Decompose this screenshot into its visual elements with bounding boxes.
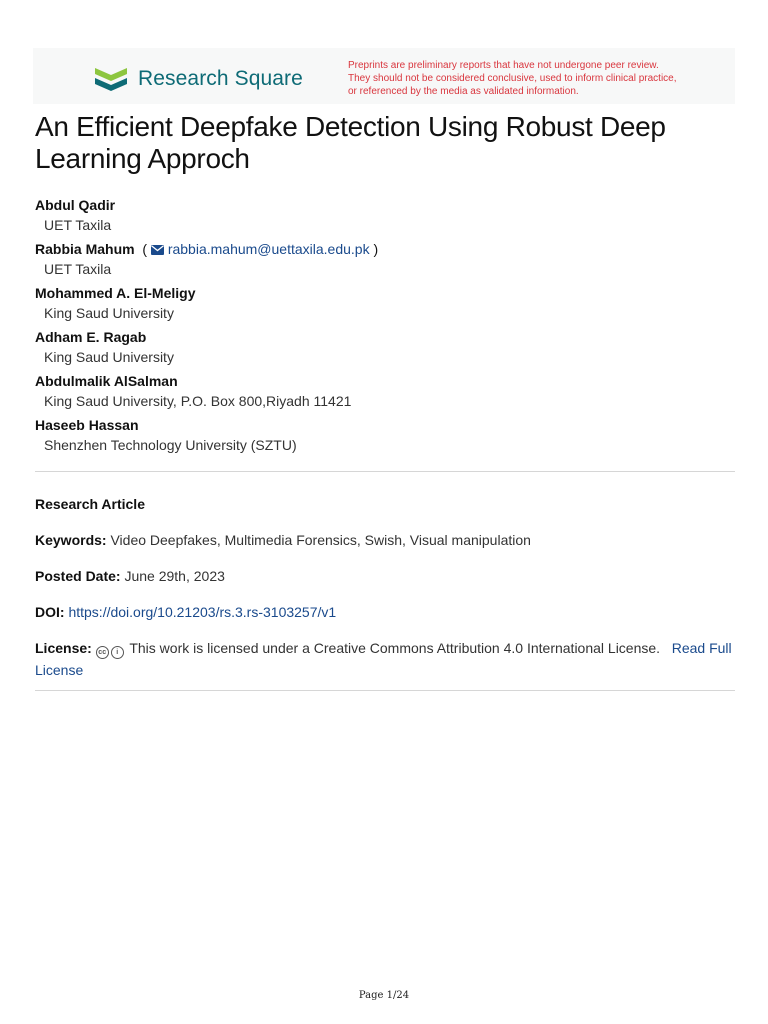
- author-name: Abdul Qadir: [35, 197, 116, 213]
- author-affiliation: Shenzhen Technology University (SZTU): [44, 437, 297, 453]
- disclaimer-line: Preprints are preliminary reports that have not undergone peer review.: [348, 60, 659, 71]
- author-entry: [35, 195, 735, 235]
- page-number: Page 1/24: [358, 990, 410, 1001]
- posted-date-row: [35, 565, 735, 587]
- author-name-row: [35, 239, 735, 259]
- keywords-value: Video Deepfakes, Multimedia Forensics, Swish, Visual manipulation: [110, 532, 531, 548]
- keywords-label: Keywords:: [35, 532, 107, 548]
- read-full-license-link[interactable]: Read Full License: [35, 640, 732, 678]
- section-divider: [35, 471, 735, 472]
- paper-title: An Efficient Deepfake Detection Using Robust Deep Learning Approch: [35, 111, 666, 174]
- research-square-logo[interactable]: [93, 63, 303, 95]
- preprint-disclaimer: [348, 59, 728, 98]
- author-affiliation: UET Taxila: [44, 217, 112, 233]
- doi-label: DOI:: [35, 604, 65, 620]
- author-email-wrapper: ( rabbia.mahum@uettaxila.edu.pk ): [138, 241, 379, 257]
- author-affiliation: King Saud University: [44, 305, 174, 321]
- license-row: [35, 637, 735, 681]
- keywords-row: [35, 529, 735, 551]
- author-affiliation: UET Taxila: [44, 261, 112, 277]
- author-affiliation: King Saud University: [44, 349, 174, 365]
- author-entry: [35, 371, 735, 411]
- author-name: Abdulmalik AlSalman: [35, 373, 178, 389]
- posted-date-value: June 29th, 2023: [124, 568, 225, 584]
- doi-link[interactable]: https://doi.org/10.21203/rs.3.rs-3103257/v1: [68, 604, 337, 620]
- author-entry: [35, 239, 735, 279]
- author-entry: [35, 327, 735, 367]
- disclaimer-line: They should not be considered conclusive, used to inform clinical practice,: [348, 73, 677, 84]
- author-name: Mohammed A. El-Meligy: [35, 285, 196, 301]
- author-name: Adham E. Ragab: [35, 329, 147, 345]
- author-affiliation: King Saud University, P.O. Box 800,Riyadh 11421: [44, 393, 352, 409]
- article-type: [35, 493, 735, 515]
- author-list: [35, 195, 735, 459]
- posted-date-label: Posted Date:: [35, 568, 121, 584]
- research-square-logo-icon: [93, 64, 129, 94]
- author-name: Rabbia Mahum: [35, 241, 135, 257]
- disclaimer-line: or referenced by the media as validated information.: [348, 86, 579, 97]
- author-email-link[interactable]: rabbia.mahum@uettaxila.edu.pk: [167, 241, 370, 257]
- license-label: License:: [35, 640, 92, 656]
- logo-text: Research Square: [138, 67, 303, 90]
- author-entry: [35, 415, 735, 455]
- author-name: Haseeb Hassan: [35, 417, 139, 433]
- doi-row: [35, 601, 735, 623]
- section-divider: [35, 690, 735, 691]
- article-type-label: Research Article: [35, 496, 145, 512]
- license-text: This work is licensed under a Creative Commons Attribution 4.0 International License.: [129, 640, 661, 656]
- creative-commons-icon: cc: [96, 646, 109, 659]
- attribution-icon: i: [111, 646, 124, 659]
- envelope-icon: [151, 245, 164, 255]
- author-entry: [35, 283, 735, 323]
